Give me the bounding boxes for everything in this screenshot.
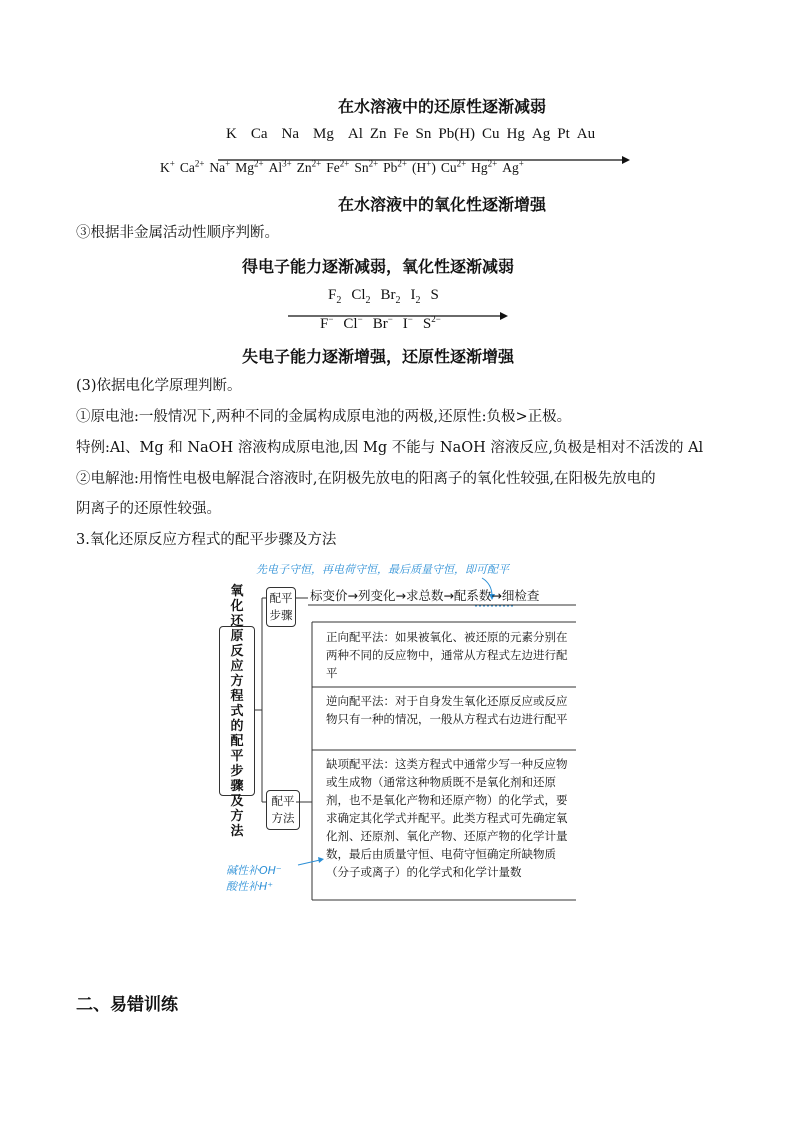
paragraph-balancing-heading: 3.氧化还原反应方程式的配平步骤及方法 bbox=[76, 532, 337, 548]
nonmetal-series-caption: 失电子能力逐渐增强，还原性逐渐增强 bbox=[242, 347, 515, 366]
metal-ion bbox=[383, 160, 407, 175]
nonmetal-element-base: I bbox=[410, 287, 416, 303]
nonmetal-ion-charge: − bbox=[407, 314, 413, 324]
metal-ion-base: (H bbox=[412, 159, 427, 175]
nonmetal-intro: ③根据非金属活动性顺序判断。 bbox=[76, 225, 279, 241]
metal-ion-base: K bbox=[160, 159, 170, 175]
note-conservation: 先电子守恒，再电荷守恒，最后质量守恒，即可配平 bbox=[256, 563, 509, 576]
nonmetal-ion-list bbox=[320, 314, 451, 333]
metal-symbol: Pb(H) bbox=[438, 126, 476, 142]
metal-ion-charge: + bbox=[225, 158, 231, 168]
metal-ion-base: Ca bbox=[179, 159, 195, 175]
nonmetal-element-charge: 2 bbox=[365, 295, 371, 306]
metal-ion bbox=[502, 160, 524, 175]
nonmetal-ion-base: I bbox=[402, 316, 408, 332]
metal-ion-charge: 2+ bbox=[487, 158, 498, 168]
nonmetal-ion-base: Cl bbox=[343, 316, 358, 332]
missing-item-method-text: 缺项配平法：这类方程式中通常少写一种反应物或生成物（通常这种物质既不是氧化剂和还原剂，也不是氧化产物和还原产物）的化学式，要求确定其化学式并配平。此类方程式可先确定氧化剂、还原剂、氧化产物、还原产物的化学计量数，最后由质量守恒、电荷守恒确定所缺物质（分子或离子）的化学式和化学计量数 bbox=[326, 757, 568, 879]
nonmetal-element-charge: 2 bbox=[336, 295, 342, 306]
metal-ion-charge: 2+ bbox=[311, 158, 322, 168]
metal-ion-charge: 2+ bbox=[368, 158, 379, 168]
metal-ion-charge: 2+ bbox=[397, 158, 407, 168]
metal-ion bbox=[297, 160, 322, 175]
metal-series-caption: 在水溶液中的氧化性逐渐增强 bbox=[338, 195, 547, 214]
metal-ion bbox=[160, 160, 175, 175]
metal-ion-charge: + bbox=[426, 158, 432, 168]
paragraph-galvanic: ①原电池:一般情况下,两种不同的金属构成原电池的两极,还原性:负极>正极。 bbox=[76, 409, 572, 425]
metal-ion bbox=[235, 160, 263, 175]
note-basic: 碱性补OH⁻ bbox=[226, 864, 282, 877]
paragraph-electrolysis: ②电解池:用惰性电极电解混合溶液时,在阴极先放电的阳离子的氧化性较强,在阳极先放电的 bbox=[76, 471, 656, 487]
metal-ion-base: Pb bbox=[383, 159, 398, 175]
metal-ion-charge: 2+ bbox=[456, 158, 467, 168]
metal-ion-charge: 3+ bbox=[282, 158, 292, 168]
section-title: 二、易错训练 bbox=[76, 995, 178, 1015]
paragraph-special-case: 特例:Al、Mg 和 NaOH 溶液构成原电池,因 Mg 不能与 NaOH 溶液反应,负极是相对不活泼的 Al bbox=[76, 440, 704, 456]
metal-symbol: Fe bbox=[393, 126, 409, 142]
metal-symbol: Zn bbox=[369, 126, 387, 142]
metal-ion bbox=[326, 160, 349, 175]
metal-symbol: K bbox=[226, 126, 237, 142]
metal-symbol: Al bbox=[347, 126, 363, 142]
nonmetal-ion bbox=[373, 316, 393, 332]
nonmetal-ion-base: Br bbox=[372, 316, 388, 332]
nonmetal-ion bbox=[320, 316, 333, 332]
metal-ion-base: Hg bbox=[471, 159, 488, 175]
metal-ion bbox=[441, 160, 466, 175]
metal-ion-charge: 2+ bbox=[194, 158, 205, 168]
metal-ion-charge: 2+ bbox=[339, 158, 350, 168]
nonmetal-ion bbox=[343, 316, 362, 332]
nonmetal-ion-charge: 2− bbox=[431, 314, 441, 324]
nonmetal-ion bbox=[423, 316, 441, 332]
metal-symbol: Sn bbox=[415, 126, 432, 142]
metal-symbol: Na bbox=[281, 126, 300, 142]
metal-ion-base: Zn bbox=[296, 159, 312, 175]
metal-ion bbox=[471, 160, 497, 175]
nonmetal-ion-base: S bbox=[422, 316, 432, 332]
nonmetal-element bbox=[410, 287, 421, 306]
metal-list bbox=[226, 126, 636, 143]
note-acidic: 酸性补H⁺ bbox=[226, 880, 274, 893]
nonmetal-element-base: Br bbox=[380, 287, 396, 303]
metal-ion bbox=[180, 160, 205, 175]
metal-ion: (H+) bbox=[412, 158, 436, 175]
nonmetal-element-base: S bbox=[430, 287, 439, 303]
nonmetal-element-charge: 2 bbox=[395, 295, 401, 306]
metal-ion bbox=[209, 160, 230, 175]
method-label-box bbox=[266, 790, 300, 830]
metal-ion-base: Ag bbox=[502, 159, 519, 175]
metal-ion bbox=[269, 160, 292, 175]
metal-series-title: 在水溶液中的还原性逐渐减弱 bbox=[338, 97, 547, 116]
metal-ion-base: Mg bbox=[235, 159, 254, 175]
metal-symbol: Ag bbox=[531, 126, 551, 142]
metal-symbol: Au bbox=[576, 126, 596, 142]
metal-ion-base: Na bbox=[209, 159, 226, 175]
root-label: 氧化还原反应方程式的配平步骤及方法 bbox=[230, 583, 244, 839]
nonmetal-element bbox=[380, 287, 401, 306]
nonmetal-element-charge: 2 bbox=[415, 295, 421, 306]
paragraph-electrolysis-cont: 阴离子的还原性较强。 bbox=[76, 501, 221, 517]
metal-ion-base: Cu bbox=[440, 159, 457, 175]
step-label: 配平步骤 bbox=[269, 591, 293, 622]
nonmetal-element-base: F bbox=[328, 287, 337, 303]
metal-symbol: Pt bbox=[557, 126, 570, 142]
root-box bbox=[219, 583, 255, 839]
nonmetal-ion-base: F bbox=[320, 316, 329, 332]
nonmetal-element-base: Cl bbox=[351, 287, 366, 303]
paragraph-electrochem: (3)依据电化学原理判断。 bbox=[76, 378, 242, 394]
metal-ion-base: Fe bbox=[326, 159, 340, 175]
metal-ion-charge: 2+ bbox=[254, 158, 264, 168]
forward-method-text: 正向配平法：如果被氧化、被还原的元素分别在两种不同的反应物中，通常从方程式左边进行配平 bbox=[326, 630, 568, 680]
metal-symbol: Cu bbox=[482, 126, 500, 142]
step-label-box bbox=[266, 587, 296, 627]
metal-ion-charge: + bbox=[169, 158, 175, 168]
nonmetal-ion-charge: − bbox=[387, 314, 393, 324]
step-text: 标变价→列变化→求总数→配系数→细检查 bbox=[310, 588, 540, 603]
nonmetal-element-list bbox=[328, 287, 449, 306]
nonmetal-ion-charge: − bbox=[357, 314, 363, 324]
metal-ion bbox=[354, 160, 378, 175]
metal-ion-list bbox=[160, 158, 610, 176]
nonmetal-element bbox=[351, 287, 371, 306]
nonmetal-ion-charge: − bbox=[328, 314, 334, 324]
metal-ion-charge: + bbox=[518, 158, 524, 168]
metal-symbol: Mg bbox=[313, 126, 334, 142]
metal-ion-base: Al bbox=[268, 159, 283, 175]
metal-ion-base: Sn bbox=[354, 159, 369, 175]
nonmetal-series-title: 得电子能力逐渐减弱，氧化性逐渐减弱 bbox=[242, 257, 515, 276]
nonmetal-ion bbox=[403, 316, 413, 332]
reverse-method-text: 逆向配平法：对于自身发生氧化还原反应或反应物只有一种的情况，一般从方程式右边进行配平 bbox=[326, 694, 568, 726]
method-label: 配平方法 bbox=[271, 794, 295, 825]
metal-symbol: Ca bbox=[250, 126, 268, 142]
nonmetal-element bbox=[328, 287, 342, 306]
metal-symbol: Hg bbox=[506, 126, 525, 142]
nonmetal-element bbox=[431, 287, 439, 303]
